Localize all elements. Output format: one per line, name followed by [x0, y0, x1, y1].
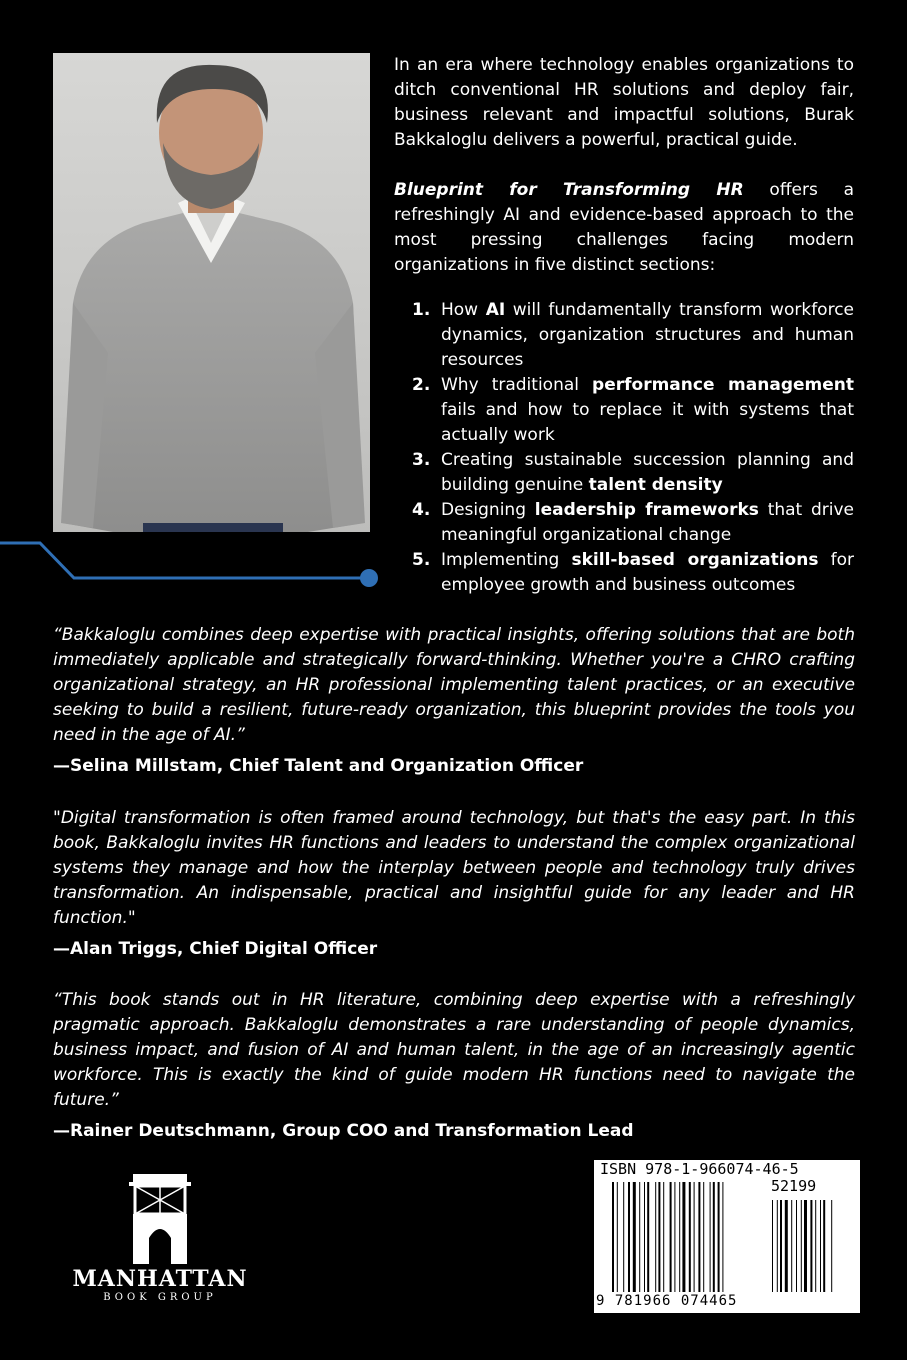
quote-attribution: —Rainer Deutschmann, Group COO and Transformation Lead — [53, 1121, 634, 1141]
publisher-name: MANHATTAN — [72, 1266, 248, 1292]
price-code: 52199 — [771, 1177, 817, 1195]
list-bold: performance management — [592, 375, 854, 395]
list-text: Designing — [441, 500, 535, 520]
author-portrait-illustration — [53, 53, 370, 532]
list-text: fails and how to replace it with systems that actually work — [441, 400, 854, 445]
barcode-bars — [594, 1160, 860, 1313]
author-photo — [53, 53, 370, 532]
circuit-line-decoration — [0, 530, 400, 600]
quote-text: "Digital transformation is often framed around technology, but that's the easy part. In this book, Bakkaloglu invites HR functions and leaders to understand the complex organizational systems they manage and how the interplay between people and technology truly drives transformation. An indispensable, practical and insightful guide for any leader and HR function." — [53, 808, 855, 928]
overview-text: offers a refreshingly AI and evidence-based approach to the most pressing challenges facing modern organizations in five distinct sections: — [394, 180, 854, 275]
endorsement-quote — [53, 988, 855, 1144]
quote-text: “This book stands out in HR literature, combining deep expertise with a refreshingly pragmatic approach. Bakkaloglu demonstrates a rare understanding of people dynamics, business impact, and fusion of AI and human talent, in the age of an increasingly agentic workforce. This is exactly the kind of guide modern HR functions need to navigate the future.” — [53, 990, 855, 1110]
list-item — [394, 498, 854, 548]
quote-attribution: —Alan Triggs, Chief Digital Officer — [53, 939, 378, 959]
list-text: will fundamentally transform workforce dynamics, organization structures and human resources — [441, 300, 854, 370]
endorsement-quote — [53, 623, 855, 779]
quote-text: “Bakkaloglu combines deep expertise with practical insights, offering solutions that are both immediately applicable and strategically forward-thinking. Whether you're a CHRO crafting organizational strategy, an HR professional implementing talent practices, or an executive seeking to build a resilient, future-ready organization, this blueprint provides the tools you need in the age of AI.” — [53, 625, 855, 745]
list-item — [394, 448, 854, 498]
list-item — [394, 373, 854, 448]
list-text: Implementing — [441, 550, 572, 570]
list-number: 3. — [412, 450, 431, 470]
list-text: Why traditional — [441, 375, 593, 395]
sections-list — [394, 298, 854, 598]
intro-paragraph: In an era where technology enables organizations to ditch conventional HR solutions and deploy fair, business relevant and impactful solutions, Burak Bakkaloglu delivers a powerful, practical guide. — [394, 55, 854, 150]
list-number: 1. — [412, 300, 431, 320]
book-title: Blueprint for Transforming HR — [394, 180, 744, 200]
list-text: for employee growth and business outcomes — [441, 550, 855, 595]
list-item — [394, 548, 854, 598]
endorsement-quote — [53, 806, 855, 962]
list-item — [394, 298, 854, 373]
ean-digits: 9 781966 074465 — [596, 1293, 738, 1309]
list-text: How — [441, 300, 486, 320]
list-number: 4. — [412, 500, 431, 520]
list-text: Creating sustainable succession planning and building genuine — [441, 450, 854, 495]
publisher-subname: BOOK GROUP — [103, 1292, 217, 1303]
publisher-logo — [60, 1168, 260, 1308]
list-number: 5. — [412, 550, 431, 570]
quote-attribution: —Selina Millstam, Chief Talent and Organization Officer — [53, 756, 584, 776]
list-bold: leadership frameworks — [534, 500, 759, 520]
list-bold: AI — [485, 300, 506, 320]
list-number: 2. — [412, 375, 431, 395]
isbn-label: ISBN 978-1-966074-46-5 — [600, 1160, 799, 1178]
list-bold: skill-based organizations — [571, 550, 819, 570]
list-bold: talent density — [588, 475, 723, 495]
bridge-tower-icon — [125, 1168, 195, 1268]
overview-paragraph — [394, 178, 854, 278]
list-text: that drive meaningful organizational change — [441, 500, 855, 545]
isbn-barcode — [594, 1160, 860, 1313]
